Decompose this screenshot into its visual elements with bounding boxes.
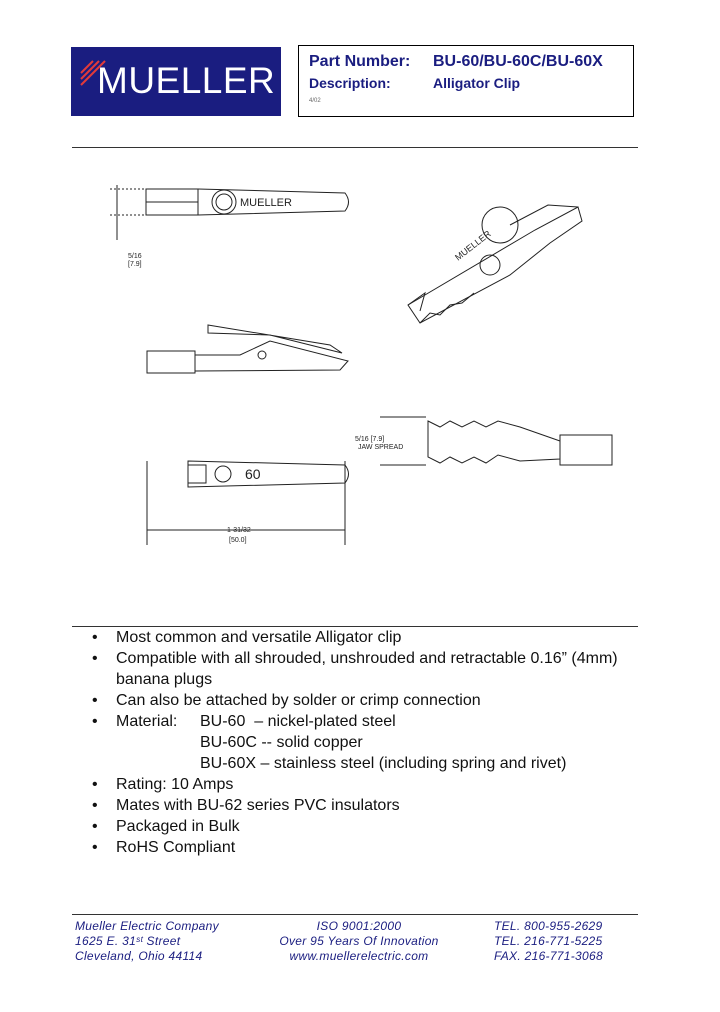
footer-years: Over 95 Years Of Innovation bbox=[279, 934, 439, 948]
footer-fax: FAX. 216-771-3068 bbox=[494, 949, 603, 963]
feature-item: • Packaged in Bulk bbox=[92, 818, 240, 835]
side-view-clip bbox=[147, 325, 348, 373]
isometric-clip bbox=[408, 205, 582, 323]
feature-item-material: • Material: BU-60 – nickel-plated steel BU-60C -- solid copper BU-60X – stainless steel (including spring and rivet) bbox=[92, 711, 652, 774]
footer-address: 1625 E. 31ˢᵗ Street bbox=[75, 934, 181, 948]
material-label: Material: bbox=[116, 713, 178, 730]
iso-logo-text: MUELLER bbox=[453, 228, 493, 263]
feature-item-continuation: banana plugs bbox=[116, 671, 213, 688]
footer-tel1: TEL. 800-955-2629 bbox=[494, 919, 603, 933]
header-divider bbox=[72, 147, 638, 148]
dim-top-2: [7.9] bbox=[128, 261, 142, 268]
footer-company-block bbox=[75, 919, 219, 964]
material-row: Material: BU-60 – nickel-plated steel bbox=[116, 713, 396, 730]
part-number-value: BU-60/BU-60C/BU-60X bbox=[433, 53, 603, 70]
footer-tel2: TEL. 216-771-5225 bbox=[494, 934, 603, 948]
feature-item: • Most common and versatile Alligator clip bbox=[92, 629, 402, 646]
footer-city: Cleveland, Ohio 44114 bbox=[75, 949, 203, 963]
logo-text: MUELLER bbox=[97, 60, 276, 101]
material-row: BU-60C -- solid copper bbox=[200, 734, 363, 751]
footer-contact-block bbox=[494, 919, 603, 964]
dim-open-1: 5/16 [7.9] bbox=[355, 436, 385, 443]
material-row: BU-60X – stainless steel (including spring and rivet) bbox=[200, 755, 567, 772]
feature-item: • Compatible with all shrouded, unshrouded and retractable 0.16” (4mm) bbox=[92, 650, 618, 667]
feature-item: • Mates with BU-62 series PVC insulators bbox=[92, 797, 400, 814]
description-label: Description: bbox=[309, 75, 391, 91]
feature-item: • Rating: 10 Amps bbox=[92, 776, 234, 793]
clip-technical-drawing bbox=[90, 165, 620, 555]
bottom-view-clip bbox=[147, 461, 349, 545]
footer-iso: ISO 9001:2000 bbox=[316, 919, 402, 933]
top-view-clip bbox=[110, 185, 349, 268]
dim-length-2: [50.0] bbox=[229, 537, 247, 544]
footer-divider bbox=[72, 914, 638, 915]
features-list bbox=[92, 627, 652, 858]
footer-center-block bbox=[273, 919, 445, 964]
part-number-label: Part Number: bbox=[309, 53, 411, 70]
mueller-logo bbox=[71, 47, 281, 116]
drawing-logo-text: MUELLER bbox=[240, 197, 292, 209]
feature-item: • RoHS Compliant bbox=[92, 839, 236, 856]
description-value: Alligator Clip bbox=[433, 75, 521, 91]
dim-open-2: JAW SPREAD bbox=[358, 444, 404, 451]
open-jaw-clip bbox=[355, 417, 612, 465]
footer-website-link[interactable]: www.muellerelectric.com bbox=[289, 949, 429, 963]
revision-note: 4/02 bbox=[309, 98, 321, 104]
clip-number-text: 60 bbox=[245, 466, 261, 482]
footer-company: Mueller Electric Company bbox=[75, 919, 219, 933]
feature-item: • Can also be attached by solder or crimp connection bbox=[92, 692, 481, 709]
dim-length-1: 1-31/32 bbox=[227, 527, 251, 534]
dim-top-1: 5/16 bbox=[128, 253, 142, 260]
part-info-box bbox=[298, 45, 634, 117]
